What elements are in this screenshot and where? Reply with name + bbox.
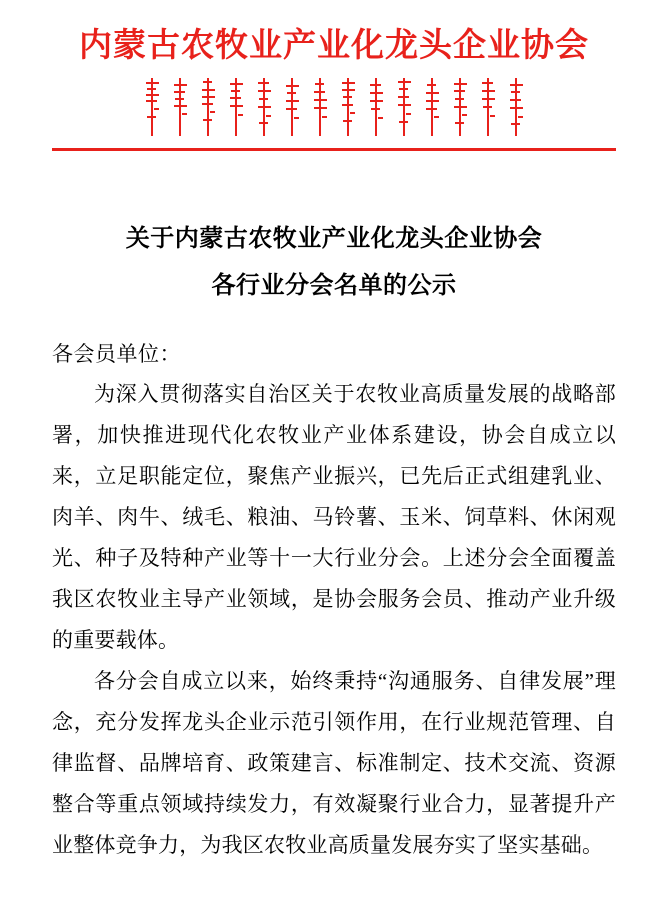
salutation: 各会员单位： bbox=[52, 341, 181, 366]
mongolian-script-column bbox=[510, 78, 523, 136]
document-title-line-1: 关于内蒙古农牧业产业化龙头企业协会 bbox=[125, 222, 543, 252]
mongolian-script-column bbox=[314, 78, 327, 136]
mongolian-script-column bbox=[398, 78, 411, 136]
mongolian-script-column bbox=[286, 78, 299, 136]
document-title-line-2: 各行业分会名单的公示 bbox=[211, 269, 457, 299]
mongolian-script-column bbox=[426, 78, 439, 136]
mongolian-script-column bbox=[454, 78, 467, 136]
body-paragraph-1: 为深入贯彻落实自治区关于农牧业高质量发展的战略部署，加快推进现代化农牧业产业体系建设，协会自成立以来，立足职能定位，聚焦产业振兴，已先后正式组建乳业、肉羊、肉牛、绒毛、粮油、马铃薯、玉米、饲草料、休闲观光、种子及特种产业等十一大行业分会。上述分会全面覆盖我区农牧业主导产业领域，是协会服务会员、推动产业升级的重要载体。 bbox=[52, 382, 616, 653]
mongolian-script-column bbox=[174, 78, 187, 136]
body-paragraph-2: 各分会自成立以来，始终秉持“沟通服务、自律发展”理念，充分发挥龙头企业示范引领作用，在行业规范管理、自律监督、品牌培育、政策建言、标准制定、技术交流、资源整合等重点领域持续发力，有效凝聚行业合力，显著提升产业整体竞争力，为我区农牧业高质量发展夯实了坚实基础。 bbox=[52, 668, 616, 857]
letterhead-organization-title: 内蒙古农牧业产业化龙头企业协会 bbox=[79, 25, 589, 64]
mongolian-script-column bbox=[342, 78, 355, 136]
mongolian-script-column bbox=[202, 78, 215, 136]
mongolian-script-column bbox=[482, 78, 495, 136]
mongolian-script-column bbox=[370, 78, 383, 136]
mongolian-script-column bbox=[258, 78, 271, 136]
mongolian-script-column bbox=[230, 78, 243, 136]
mongolian-script-band bbox=[52, 78, 616, 140]
letterhead-divider bbox=[52, 148, 616, 151]
mongolian-script-column bbox=[146, 78, 159, 136]
letterhead bbox=[52, 0, 616, 151]
document-title bbox=[52, 215, 616, 309]
